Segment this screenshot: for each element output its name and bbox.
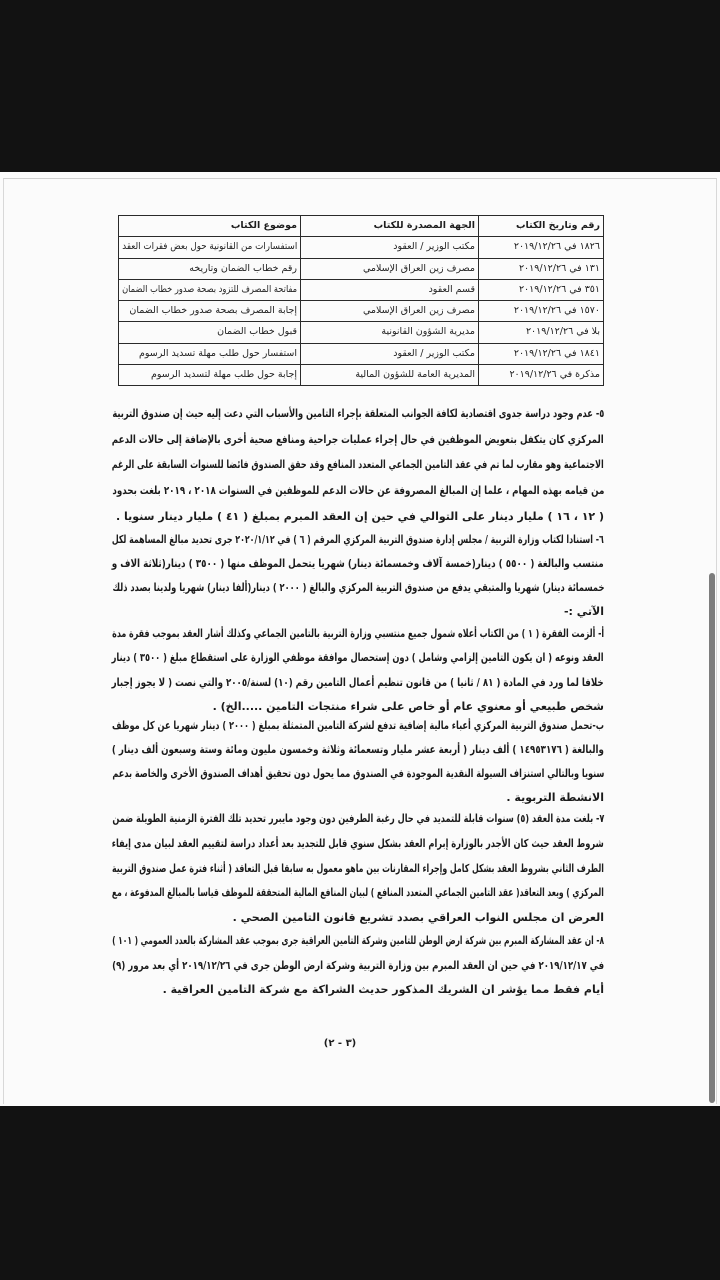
- text-line: [112, 427, 604, 453]
- line-text: شخص طبيعي أو معنوي عام أو خاص على شراء منتجات التامين .....الخ) .: [212, 699, 604, 713]
- line-text: ٥- عدم وجود دراسة جدوى اقتصادية لكافة الجوانب المتعلقة بإجراء التامين والأسباب التي دعت إليه حيث إن صندوق التربية: [112, 407, 604, 420]
- cell-text: مديرية الشؤون القانونية: [381, 326, 475, 338]
- paragraph-item-6: [112, 528, 604, 624]
- cell-text: استفسارات من القانونية حول بعض فقرات العقد: [121, 241, 297, 253]
- text-line: [112, 762, 604, 786]
- table-cell: [119, 364, 301, 385]
- line-text: ٧- بلغت مدة العقد (٥) سنوات قابلة للتمديد في حال رغبة الطرفين دون وجود مايبرر تحديد تلك الفترة الزمنية الطويلة ضمن: [111, 812, 604, 825]
- line-text: الطرف الثاني بشروط العقد بشكل كامل وإجراء المقارنات بين ماهو معمول به سابقا قبل التعاقد ( أثناء فترة عمل صندوق التربية: [111, 861, 604, 875]
- text-line: [112, 738, 604, 762]
- text-line: [112, 552, 604, 576]
- line-text: الآتي :-: [563, 605, 604, 618]
- table-row: [119, 364, 604, 385]
- table-header-cell: [479, 216, 604, 237]
- line-text: العرض ان مجلس النواب العراقي بصدد تشريع قانون التامين الصحي .: [232, 911, 604, 925]
- cell-text: قسم العقود: [428, 283, 475, 295]
- text-line: [112, 646, 604, 670]
- paragraph-item-8: [112, 929, 604, 1003]
- cell-text: ١٥٧٠ في ٢٠١٩/١٢/٢٦: [513, 305, 600, 317]
- text-line: [112, 807, 604, 832]
- document-page: [0, 172, 720, 1106]
- line-text: والبالغة ( ١٤٩٥٣١٧٦ ) ألف دينار ( أربعة عشر مليار وتسعمائة وثلاثة وخمسون مليون ومائة وستة وسبعون ألف دينار ): [111, 743, 604, 756]
- cell-text: إجابة المصرف بصحة صدور خطاب الضمان: [129, 305, 297, 317]
- header-issuer: الجهة المصدرة للكتاب: [373, 220, 475, 232]
- table-row: [119, 322, 604, 343]
- text-line: [112, 504, 604, 530]
- text-line: [112, 452, 604, 478]
- line-text: ( ١٢ ، ١٦ ) مليار دينار على التوالي في حين إن العقد المبرم بمبلغ ( ٤١ ) مليار دينار سنويا .: [116, 509, 604, 523]
- line-text: سنويا وبالتالي استنزاف السيولة النقدية الموجودة في الصندوق مما يحول دون تحقيق أهداف الصندوق الأخرى والخاصة بدعم: [111, 767, 604, 780]
- table-header-cell: [301, 216, 479, 237]
- table-cell: [119, 258, 301, 279]
- cell-text: إجابة حول طلب مهلة لتسديد الرسوم: [150, 368, 297, 380]
- cell-text: مكتب الوزير / العقود: [393, 347, 475, 359]
- text-line: [112, 401, 604, 427]
- line-text: خلافا لما ورد في المادة ( ٨١ / ثانيا ) من قانون تنظيم أعمال التامين رقم (١٠) لسنة/٢٠٠٥ والتي نصت ( لا يجوز إجبار: [112, 675, 604, 689]
- text-line: [112, 478, 604, 504]
- paragraph-item-a: [112, 622, 604, 719]
- table-cell: [479, 322, 604, 343]
- line-text: ٨- ان عقد المشاركة المبرم بين شركة ارض الوطن للتامين وشركة التامين العراقية جرى بموجب عقد المشاركة بالعدد العمومي ( ١٠١ ): [111, 934, 604, 947]
- paragraph-item-b: [112, 714, 604, 810]
- table-cell: [301, 258, 479, 279]
- line-text: ب-تحمل صندوق التربية المركزي أعباء مالية إضافية تدفع لشركة التامين المتمثلة بمبلغ ( ٢٠٠٠ ) دينار شهريا عن كل موظف: [112, 719, 604, 732]
- table-row: [119, 237, 604, 258]
- cell-text: ١٨٢٦ في ٢٠١٩/١٢/٢٦: [513, 241, 600, 253]
- paragraph-item-5: [112, 401, 604, 530]
- header-number-date: رقم وتاريخ الكتاب: [515, 220, 600, 232]
- table-row: [119, 258, 604, 279]
- table-cell: [301, 237, 479, 258]
- table-cell: [119, 279, 301, 300]
- cell-text: ٣٥١ في ٢٠١٩/١٢/٢٦: [518, 283, 600, 295]
- table-cell: [301, 322, 479, 343]
- table-row: [119, 279, 604, 300]
- header-subject: موضوع الكتاب: [230, 220, 297, 232]
- table-cell: [479, 258, 604, 279]
- table-cell: [479, 364, 604, 385]
- cell-text: مصرف زين العراق الإسلامي: [362, 305, 475, 317]
- cell-text: رقم خطاب الضمان وتاريخه: [189, 262, 297, 274]
- table-cell: [301, 301, 479, 322]
- text-line: [112, 622, 604, 646]
- text-line: [112, 671, 604, 695]
- table-row: [119, 301, 604, 322]
- line-text: الاجتماعية وهو مقارب لما تم في عقد التامين الجماعي المتعدد المنافع وقد حقق الصندوق فائضا للسنوات السابقة على الرغم: [111, 458, 604, 472]
- table-header-cell: [119, 216, 301, 237]
- text-line: [112, 714, 604, 738]
- table-header-row: [119, 216, 604, 237]
- table-cell: [119, 237, 301, 258]
- text-line: [112, 857, 604, 882]
- table-cell: [119, 301, 301, 322]
- table-cell: [479, 301, 604, 322]
- cell-text: المديرية العامة للشؤون المالية: [355, 368, 475, 380]
- text-line: [112, 600, 604, 624]
- table-cell: [119, 343, 301, 364]
- line-text: أ- ألزمت الفقرة ( ١ ) من الكتاب أعلاه شمول جميع منتسبي وزارة التربية بالتامين الجماعي وكذلك أشار العقد بموجب فقرة مدة: [112, 627, 604, 640]
- line-text: أيام فقط مما يؤشر ان الشريك المذكور حديث الشراكة مع شركة التامين العراقية .: [162, 983, 604, 996]
- table-cell: [301, 343, 479, 364]
- text-line: [112, 978, 604, 1003]
- line-text: المركزي ) وبعد التعاقد( عقد التامين الجماعي المتعدد المنافع ) لبيان المنافع المالية المتحققة للموظف قياسا بالمبالغ المدفوعة ، مع: [111, 886, 604, 900]
- cell-text: استفسار حول طلب مهلة تسديد الرسوم: [138, 347, 297, 359]
- text-line: [112, 881, 604, 906]
- cell-text: قبول خطاب الضمان: [217, 326, 297, 338]
- cell-text: ١٨٤١ في ٢٠١٩/١٢/٢٦: [513, 347, 600, 359]
- letters-table: [118, 215, 604, 386]
- table-row: [119, 343, 604, 364]
- line-text: شروط العقد حيث كان الأجدر بالوزارة إبرام العقد بشكل سنوي قابل للتجديد بعد أعداد دراسة لتقييم العقد لبيان مدى إيفاء: [111, 836, 604, 850]
- table-cell: [479, 237, 604, 258]
- line-text: في ٢٠١٩/١٢/١٧ في حين ان العقد المبرم بين وزارة التربية وشركة ارض الوطن جرى في ٢٠١٩/١٢/٢٦ أي بعد مرور (٩): [112, 958, 604, 972]
- cell-text: بلا في ٢٠١٩/١٢/٢٦: [525, 326, 600, 338]
- cell-text: مذكرة في ٢٠١٩/١٢/٢٦: [509, 368, 600, 380]
- line-text: الانشطة التربوية .: [506, 791, 604, 804]
- text-line: [112, 929, 604, 954]
- table-cell: [301, 279, 479, 300]
- text-line: [112, 954, 604, 979]
- line-text: المركزي كان يتكفل بتعويض الموظفين في حال إجراء عمليات جراحية ومنافع صحية أخرى بالإضافة إلى حالات الدعم: [112, 432, 604, 446]
- table-cell: [479, 279, 604, 300]
- page-number: (٣ - ٢): [323, 1038, 357, 1049]
- text-line: [112, 906, 604, 931]
- line-text: منتسب والبالغة ( ٥٥٠٠ ) دينار(خمسة آلاف وخمسمائة دينار) شهريا يتحمل الموظف منها ( ٣٥٠٠ ) دينار(ثلاثة الاف و: [111, 557, 604, 570]
- line-text: العقد ونوعه ( ان يكون التامين إلزامي وشامل ) دون إستحصال موافقة موظفي الوزارة على استقطاع مبلغ ( ٣٥٠٠ ) دينار: [112, 651, 604, 665]
- cell-text: مصرف زين العراق الإسلامي: [362, 262, 475, 274]
- text-line: [112, 832, 604, 857]
- cell-text: ١٣١ في ٢٠١٩/١٢/٢٦: [518, 262, 600, 274]
- line-text: ٦- استنادا لكتاب وزارة التربية / مجلس إدارة صندوق التربية المركزي المرقم ( ٦ ) في ٢٠٢٠/١/١٢ جرى تحديد مبالغ المساهمة لكل: [112, 533, 604, 546]
- table-cell: [119, 322, 301, 343]
- cell-text: مكتب الوزير / العقود: [393, 241, 475, 253]
- line-text: خمسمائة دينار) شهريا والمتبقي يدفع من صندوق التربية المركزي والبالغ ( ٢٠٠٠ ) دينار(ألفا دينار) شهريا ولدينا بصدد ذلك: [111, 581, 604, 594]
- paragraph-item-7: [112, 807, 604, 931]
- text-line: [112, 576, 604, 600]
- table-cell: [301, 364, 479, 385]
- scrollbar[interactable]: [709, 573, 715, 1103]
- cell-text: مفاتحة المصرف للتزود بصحة صدور خطاب الضمان: [122, 283, 297, 295]
- table-cell: [479, 343, 604, 364]
- line-text: من قيامه بهذه المهام ، علما إن المبالغ المصروفة عن حالات الدعم للموظفين في السنوات ٢٠١٨ ، ٢٠١٩ بلغت بحدود: [111, 484, 604, 498]
- text-line: [112, 528, 604, 552]
